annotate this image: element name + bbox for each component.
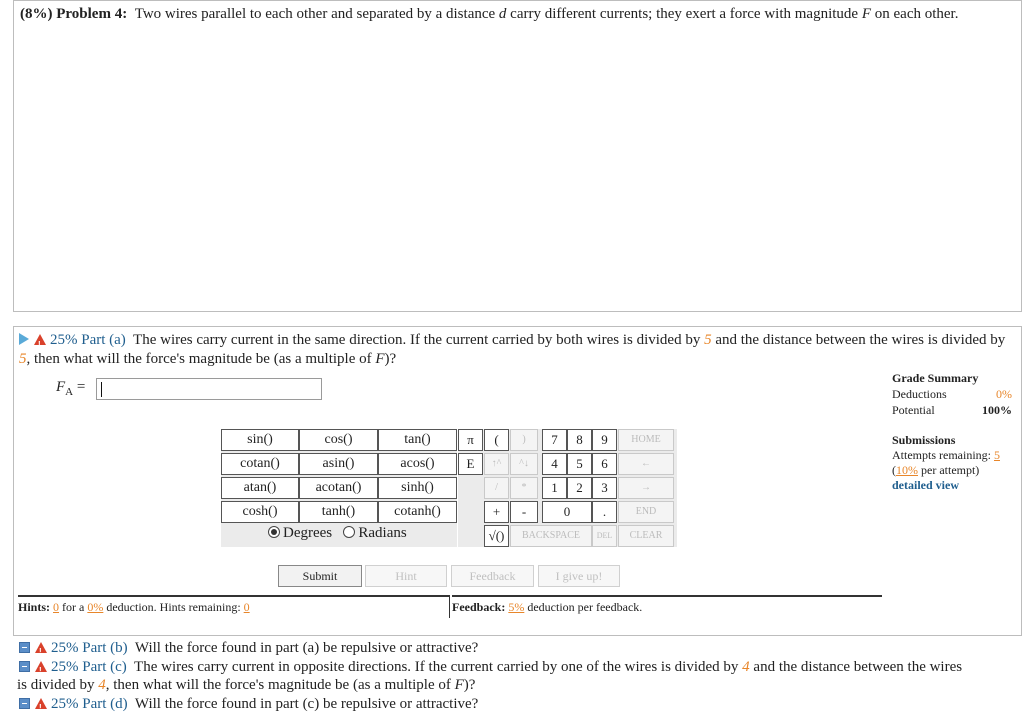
- feedback-button[interactable]: Feedback: [451, 565, 534, 587]
- asin-button[interactable]: asin(): [299, 453, 378, 475]
- key-4[interactable]: 4: [542, 453, 567, 475]
- right-arrow-key[interactable]: →: [618, 477, 674, 499]
- cos-button[interactable]: cos(): [299, 429, 378, 451]
- key-1[interactable]: 1: [542, 477, 567, 499]
- hints-remaining: 0: [243, 600, 250, 614]
- delete-key[interactable]: DEL: [592, 525, 617, 547]
- part-a-panel: [13, 326, 1022, 636]
- acos-button[interactable]: acos(): [378, 453, 457, 475]
- part-c-question: The wires carry current in opposite directions. If the current carried by one of the wires is divided by: [134, 658, 743, 675]
- radians-radio[interactable]: [343, 526, 355, 538]
- hints-text: for a: [59, 600, 88, 614]
- question-text: The wires carry current in the same direction. If the current carried by both wires is divided by: [133, 332, 705, 348]
- part-a-question: [19, 331, 1009, 369]
- feedback-deduction: 5%: [508, 600, 525, 614]
- key-8[interactable]: 8: [567, 429, 592, 451]
- key-3[interactable]: 3: [592, 477, 617, 499]
- end-key[interactable]: END: [618, 501, 674, 523]
- submissions-title: Submissions: [892, 433, 956, 447]
- sqrt-key[interactable]: √(): [484, 525, 509, 547]
- part-c-question: , then what will the force's magnitude be (as a multiple of: [105, 677, 455, 693]
- pi-key[interactable]: π: [458, 429, 483, 451]
- part-c-row[interactable]: [19, 658, 1019, 677]
- superscript-up-key[interactable]: ↑^: [484, 453, 509, 475]
- sin-button[interactable]: sin(): [221, 429, 299, 451]
- problem-text: carry different currents; they exert a force with magnitude: [506, 6, 862, 22]
- var-F: F: [454, 677, 464, 693]
- question-text: , then what will the force's magnitude be (as a multiple of: [26, 351, 376, 367]
- warning-icon: [35, 642, 47, 653]
- deductions-label: Deductions: [892, 387, 947, 401]
- question-text: )?: [384, 351, 397, 367]
- per-attempt-value: 10%: [896, 463, 918, 477]
- key-5[interactable]: 5: [567, 453, 592, 475]
- key-6[interactable]: 6: [592, 453, 617, 475]
- potential-value: 100%: [982, 403, 1012, 417]
- key-0[interactable]: 0: [542, 501, 592, 523]
- part-c-question: )?: [463, 677, 476, 693]
- divisor-distance: 4: [98, 677, 106, 693]
- calculator-keypad: [458, 429, 677, 547]
- feedback-label: Feedback:: [452, 600, 506, 614]
- collapse-icon[interactable]: [19, 698, 30, 709]
- problem-text: Two wires parallel to each other and separated by a distance: [134, 6, 499, 22]
- backspace-key[interactable]: BACKSPACE: [510, 525, 592, 547]
- cotan-button[interactable]: cotan(): [221, 453, 299, 475]
- part-b-label: 25% Part (b): [51, 640, 128, 656]
- part-c-label: 25% Part (c): [51, 658, 127, 675]
- potential-label: Potential: [892, 403, 935, 417]
- submit-button[interactable]: Submit: [278, 565, 362, 587]
- tan-button[interactable]: tan(): [378, 429, 457, 451]
- part-d-question: Will the force found in part (c) be repulsive or attractive?: [134, 695, 479, 712]
- divisor-distance: 5: [19, 351, 27, 367]
- multiply-key[interactable]: *: [510, 477, 538, 499]
- problem-header-panel: [13, 0, 1022, 312]
- grade-summary: [892, 370, 1012, 418]
- answer-label: $F_A$ =: [56, 379, 86, 398]
- key-2[interactable]: 2: [567, 477, 592, 499]
- tanh-button[interactable]: tanh(): [299, 501, 378, 523]
- home-key[interactable]: HOME: [618, 429, 674, 451]
- key-7[interactable]: 7: [542, 429, 567, 451]
- key-9[interactable]: 9: [592, 429, 617, 451]
- acotan-button[interactable]: acotan(): [299, 477, 378, 499]
- deductions-value: 0%: [996, 387, 1012, 401]
- e-key[interactable]: E: [458, 453, 483, 475]
- part-c-row-cont: [17, 676, 1019, 695]
- paren: (: [892, 463, 896, 477]
- grade-summary-title: Grade Summary: [892, 371, 979, 385]
- part-c-question: and the distance between the wires: [749, 658, 963, 675]
- hints-count: 0: [53, 600, 60, 614]
- calculator-functions: [221, 429, 457, 547]
- divisor-current: 5: [704, 332, 712, 348]
- part-d-row[interactable]: [19, 695, 1019, 714]
- cotanh-button[interactable]: cotanh(): [378, 501, 457, 523]
- problem-label: (8%) Problem 4:: [20, 6, 128, 22]
- remaining-parts: [19, 639, 1019, 713]
- warning-icon: [35, 698, 47, 709]
- collapse-icon[interactable]: [19, 661, 30, 672]
- hints-label: Hints:: [18, 600, 51, 614]
- part-a-label: 25% Part (a): [50, 332, 126, 348]
- minus-key[interactable]: -: [510, 501, 538, 523]
- angle-mode: [268, 525, 407, 542]
- part-c-question: is divided by: [17, 677, 99, 693]
- warning-icon: [35, 661, 47, 672]
- divide-key[interactable]: /: [484, 477, 509, 499]
- submissions-info: [892, 433, 1018, 493]
- degrees-label: Degrees: [283, 525, 333, 541]
- right-paren-key[interactable]: ): [510, 429, 538, 451]
- part-b-row[interactable]: [19, 639, 1019, 658]
- collapse-icon[interactable]: [19, 642, 30, 653]
- radians-label: Radians: [358, 525, 407, 541]
- text-caret: [101, 382, 102, 397]
- attempts-value: 5: [993, 448, 1000, 462]
- part-b-question: Will the force found in part (a) be repulsive or attractive?: [134, 640, 479, 656]
- var-F: F: [861, 6, 871, 22]
- atan-button[interactable]: atan(): [221, 477, 299, 499]
- plus-key[interactable]: +: [484, 501, 509, 523]
- answer-input[interactable]: [96, 378, 322, 400]
- clear-key[interactable]: CLEAR: [618, 525, 674, 547]
- var-F: F: [375, 351, 385, 367]
- superscript-down-key[interactable]: ^↓: [510, 453, 538, 475]
- left-paren-key[interactable]: (: [484, 429, 509, 451]
- left-arrow-key[interactable]: ←: [618, 453, 674, 475]
- problem-text: on each other.: [871, 6, 959, 22]
- warning-icon: [34, 334, 46, 345]
- expand-arrow-icon[interactable]: [19, 333, 29, 345]
- hint-button[interactable]: Hint: [365, 565, 447, 587]
- hints-text: deduction. Hints remaining:: [103, 600, 244, 614]
- hints-deduction: 0%: [87, 600, 104, 614]
- problem-statement: [20, 6, 958, 23]
- degrees-radio[interactable]: [268, 526, 280, 538]
- hints-bar: [18, 595, 450, 618]
- question-text: and the distance between the wires is divided by: [711, 332, 1006, 348]
- attempts-label: Attempts remaining:: [892, 448, 994, 462]
- decimal-key[interactable]: .: [592, 501, 617, 523]
- feedback-text: deduction per feedback.: [524, 600, 643, 614]
- cosh-button[interactable]: cosh(): [221, 501, 299, 523]
- var-d: d: [498, 6, 507, 22]
- divisor-current: 4: [742, 658, 750, 675]
- detailed-view-link[interactable]: detailed view: [892, 478, 959, 492]
- give-up-button[interactable]: I give up!: [538, 565, 620, 587]
- part-d-label: 25% Part (d): [51, 695, 128, 712]
- feedback-bar: [452, 595, 882, 618]
- sinh-button[interactable]: sinh(): [378, 477, 457, 499]
- per-attempt-label: per attempt): [918, 463, 980, 477]
